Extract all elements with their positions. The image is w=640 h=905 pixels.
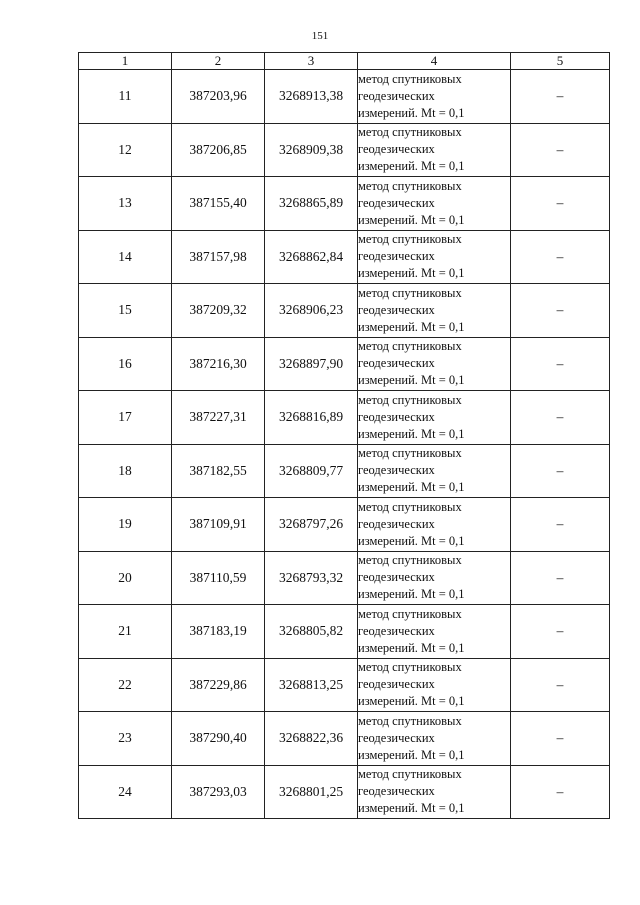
point-number: 24 [79,765,172,819]
method-line: метод спутниковых [358,339,462,354]
method-line: метод спутниковых [358,713,462,728]
table-row [79,391,610,445]
table-row [79,765,610,819]
header-cell-3: 3 [265,53,358,70]
point-number: 19 [79,498,172,552]
method-line: метод спутниковых [358,767,462,782]
table-row [79,551,610,605]
header-cell-5: 5 [511,53,610,70]
point-number: 18 [79,444,172,498]
coordinate-x: 387203,96 [172,70,265,124]
method-line: измерений. Mt = 0,1 [358,533,465,548]
method-line: измерений. Mt = 0,1 [358,212,465,227]
point-number: 23 [79,712,172,766]
method-description [358,123,511,177]
method-line: метод спутниковых [358,125,462,140]
note-cell: – [511,230,610,284]
method-description [358,337,511,391]
header-cell-2: 2 [172,53,265,70]
note-cell: – [511,337,610,391]
coordinate-x: 387157,98 [172,230,265,284]
method-line: измерений. Mt = 0,1 [358,640,465,655]
method-description [358,391,511,445]
table-row [79,123,610,177]
coordinate-x: 387183,19 [172,605,265,659]
method-line: геодезических [358,463,435,478]
method-line: метод спутниковых [358,392,462,407]
coordinate-x: 387293,03 [172,765,265,819]
table-row [79,337,610,391]
point-number: 17 [79,391,172,445]
coordinate-y: 3268801,25 [265,765,358,819]
point-number: 13 [79,177,172,231]
coordinate-y: 3268865,89 [265,177,358,231]
method-description [358,712,511,766]
method-line: измерений. Mt = 0,1 [358,319,465,334]
method-description [358,498,511,552]
method-description [358,658,511,712]
note-cell: – [511,123,610,177]
method-line: метод спутниковых [358,285,462,300]
coordinate-y: 3268809,77 [265,444,358,498]
method-line: измерений. Mt = 0,1 [358,105,465,120]
method-line: геодезических [358,784,435,799]
method-description [358,284,511,338]
method-line: геодезических [358,302,435,317]
method-line: геодезических [358,88,435,103]
coordinate-x: 387229,86 [172,658,265,712]
table-row [79,658,610,712]
table-row [79,605,610,659]
method-line: геодезических [358,516,435,531]
method-line: метод спутниковых [358,553,462,568]
coordinate-y: 3268813,25 [265,658,358,712]
table-row [79,230,610,284]
method-line: измерений. Mt = 0,1 [358,587,465,602]
note-cell: – [511,765,610,819]
coordinate-y: 3268909,38 [265,123,358,177]
table-row [79,498,610,552]
header-row [79,53,610,70]
table-row [79,444,610,498]
method-line: геодезических [358,677,435,692]
note-cell: – [511,177,610,231]
coordinate-x: 387209,32 [172,284,265,338]
coordinate-y: 3268862,84 [265,230,358,284]
table-row [79,177,610,231]
method-line: метод спутниковых [358,232,462,247]
note-cell: – [511,284,610,338]
table-row [79,70,610,124]
coordinate-x: 387182,55 [172,444,265,498]
method-line: измерений. Mt = 0,1 [358,747,465,762]
header-cell-4: 4 [358,53,511,70]
method-description [358,605,511,659]
coordinate-y: 3268906,23 [265,284,358,338]
table-body [79,70,610,819]
coordinate-x: 387290,40 [172,712,265,766]
coordinate-x: 387227,31 [172,391,265,445]
point-number: 22 [79,658,172,712]
coordinate-y: 3268805,82 [265,605,358,659]
note-cell: – [511,658,610,712]
coordinate-y: 3268913,38 [265,70,358,124]
note-cell: – [511,498,610,552]
method-line: геодезических [358,409,435,424]
point-number: 20 [79,551,172,605]
point-number: 21 [79,605,172,659]
method-line: геодезических [358,142,435,157]
note-cell: – [511,605,610,659]
method-description [358,230,511,284]
method-description [358,551,511,605]
method-line: измерений. Mt = 0,1 [358,694,465,709]
point-number: 12 [79,123,172,177]
coordinate-x: 387155,40 [172,177,265,231]
method-line: измерений. Mt = 0,1 [358,159,465,174]
point-number: 15 [79,284,172,338]
coordinate-x: 387109,91 [172,498,265,552]
method-line: геодезических [358,730,435,745]
coordinates-table [78,52,610,819]
coordinate-y: 3268816,89 [265,391,358,445]
note-cell: – [511,391,610,445]
method-line: геодезических [358,623,435,638]
note-cell: – [511,444,610,498]
method-line: геодезических [358,249,435,264]
header-cell-1: 1 [79,53,172,70]
method-line: измерений. Mt = 0,1 [358,480,465,495]
table-row [79,712,610,766]
coordinate-x: 387206,85 [172,123,265,177]
method-line: метод спутниковых [358,178,462,193]
method-description [358,177,511,231]
method-description [358,765,511,819]
coordinate-y: 3268793,32 [265,551,358,605]
table-row [79,284,610,338]
method-description [358,444,511,498]
method-line: метод спутниковых [358,71,462,86]
coordinate-x: 387110,59 [172,551,265,605]
method-line: метод спутниковых [358,499,462,514]
point-number: 14 [79,230,172,284]
coordinate-y: 3268822,36 [265,712,358,766]
method-description [358,70,511,124]
method-line: измерений. Mt = 0,1 [358,801,465,816]
method-line: геодезических [358,195,435,210]
method-line: измерений. Mt = 0,1 [358,373,465,388]
method-line: метод спутниковых [358,446,462,461]
note-cell: – [511,70,610,124]
coordinate-y: 3268897,90 [265,337,358,391]
method-line: геодезических [358,570,435,585]
note-cell: – [511,551,610,605]
method-line: измерений. Mt = 0,1 [358,266,465,281]
coordinate-y: 3268797,26 [265,498,358,552]
method-line: метод спутниковых [358,606,462,621]
method-line: геодезических [358,356,435,371]
page-number: 151 [311,30,329,42]
method-line: измерений. Mt = 0,1 [358,426,465,441]
note-cell: – [511,712,610,766]
method-line: метод спутниковых [358,660,462,675]
point-number: 16 [79,337,172,391]
coordinate-x: 387216,30 [172,337,265,391]
point-number: 11 [79,70,172,124]
